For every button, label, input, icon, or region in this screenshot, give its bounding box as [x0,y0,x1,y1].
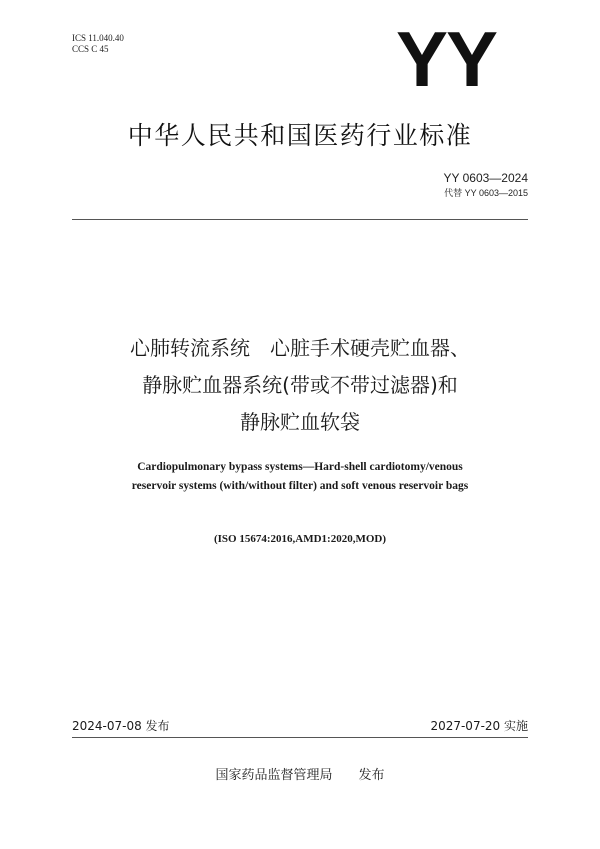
chinese-title-line-3: 静脉贮血软袋 [240,410,360,434]
iso-reference: (ISO 15674:2016,AMD1:2020,MOD) [213,533,386,545]
chinese-title [0,330,600,441]
english-title-line-1: Cardiopulmonary bypass systems—Hard-shell cardiotomy/venous [137,461,463,473]
issuer-line [0,767,600,785]
ccs-code: CCS C 45 [72,44,109,54]
standard-number: YY 0603—2024 [443,171,528,185]
standard-number-block [443,170,528,200]
standard-type-title: 中华人民共和国医药行业标准 [127,121,473,150]
yy-logo: YY [395,30,497,88]
implementation-date: 2027-07-20 实施 [430,719,528,733]
chinese-title-line-1: 心肺转流系统 心脏手术硬壳贮血器、 [130,336,470,360]
english-title [0,458,600,496]
ics-code: ICS 11.040.40 [72,33,124,43]
bottom-divider [72,737,528,738]
issuer-name: 国家药品监督管理局 [215,768,333,783]
english-title-line-2: reservoir systems (with/without filter) and soft venous reservoir bags [131,480,469,492]
replaces-standard: 代替 YY 0603—2015 [444,188,528,198]
chinese-title-line-2: 静脉贮血器系统(带或不带过滤器)和 [142,373,458,397]
classification-codes [72,33,124,55]
issue-date: 2024-07-08 发布 [72,719,170,733]
top-divider [72,219,528,220]
issuer-action: 发布 [358,768,385,783]
